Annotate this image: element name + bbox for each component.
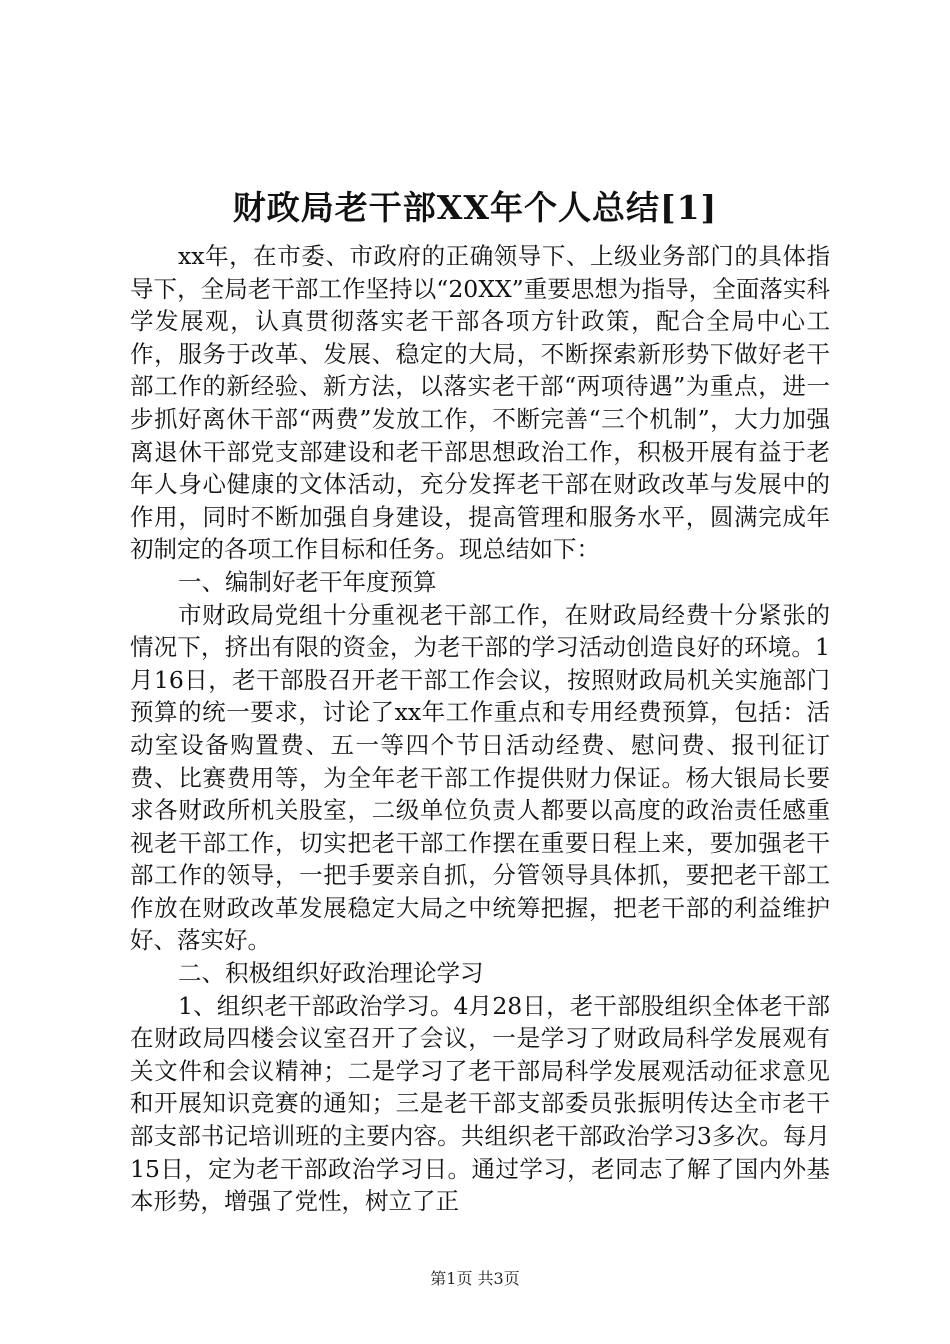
document-title: 财政局老干部XX年个人总结[1] <box>232 188 718 227</box>
section-heading-budget: 一、编制好老干年度预算 <box>178 567 437 596</box>
paragraph-budget: 市财政局党组十分重视老干部工作，在财政局经费十分紧张的情况下，挤出有限的资金，为老干部的学习活动创造良好的环境。1月16日，老干部股召开老干部工作会议，按照财政局机关实施部门预算的统一要求，讨论了xx年工作重点和专用经费预算，包括：活动室设备购置费、五一等四个节日活动经费、慰问费、报刊征订费、比赛费用等，为全年老干部工作提供财力保证。杨大银局长要求各财政所机关股室，二级单位负责人都要以高度的政治责任感重视老干部工作，切实把老干部工作摆在重要日程上来，要加强老干部工作的领导，一把手要亲自抓，分管领导具体抓，要把老干部工作放在财政改革发展稳定大局之中统筹把握，把老干部的利益维护好、落实好。 <box>130 600 830 955</box>
page-footer: 第1页 共3页 <box>430 1269 520 1288</box>
document-body <box>130 240 830 1218</box>
paragraph-study: 1、组织老干部政治学习。4月28日，老干部股组织全体老干部在财政局四楼会议室召开了会议，一是学习了财政局科学发展观有关文件和会议精神；二是学习了老干部局科学发展观活动征求意见和开展知识竞赛的通知；三是老干部支部委员张振明传达全市老干部支部书记培训班的主要内容。共组织老干部政治学习3多次。每月15日，定为老干部政治学习日。通过学习，老同志了解了国内外基本形势，增强了党性，树立了正 <box>130 991 830 1216</box>
section-heading-study: 二、积极组织好政治理论学习 <box>178 959 484 988</box>
paragraph-intro: xx年，在市委、市政府的正确领导下、上级业务部门的具体指导下，全局老干部工作坚持以“20XX”重要思想为指导，全面落实科学发展观，认真贯彻落实老干部各项方针政策，配合全局中心工作，服务于改革、发展、稳定的大局，不断探索新形势下做好老干部工作的新经验、新方法，以落实老干部“两项待遇”为重点，进一步抓好离休干部“两费”发放工作，不断完善“三个机制”，大力加强离退休干部党支部建设和老干部思想政治工作，积极开展有益于老年人身心健康的文体活动，充分发挥老干部在财政改革与发展中的作用，同时不断加强自身建设，提高管理和服务水平，圆满完成年初制定的各项工作目标和任务。现总结如下： <box>130 242 830 564</box>
